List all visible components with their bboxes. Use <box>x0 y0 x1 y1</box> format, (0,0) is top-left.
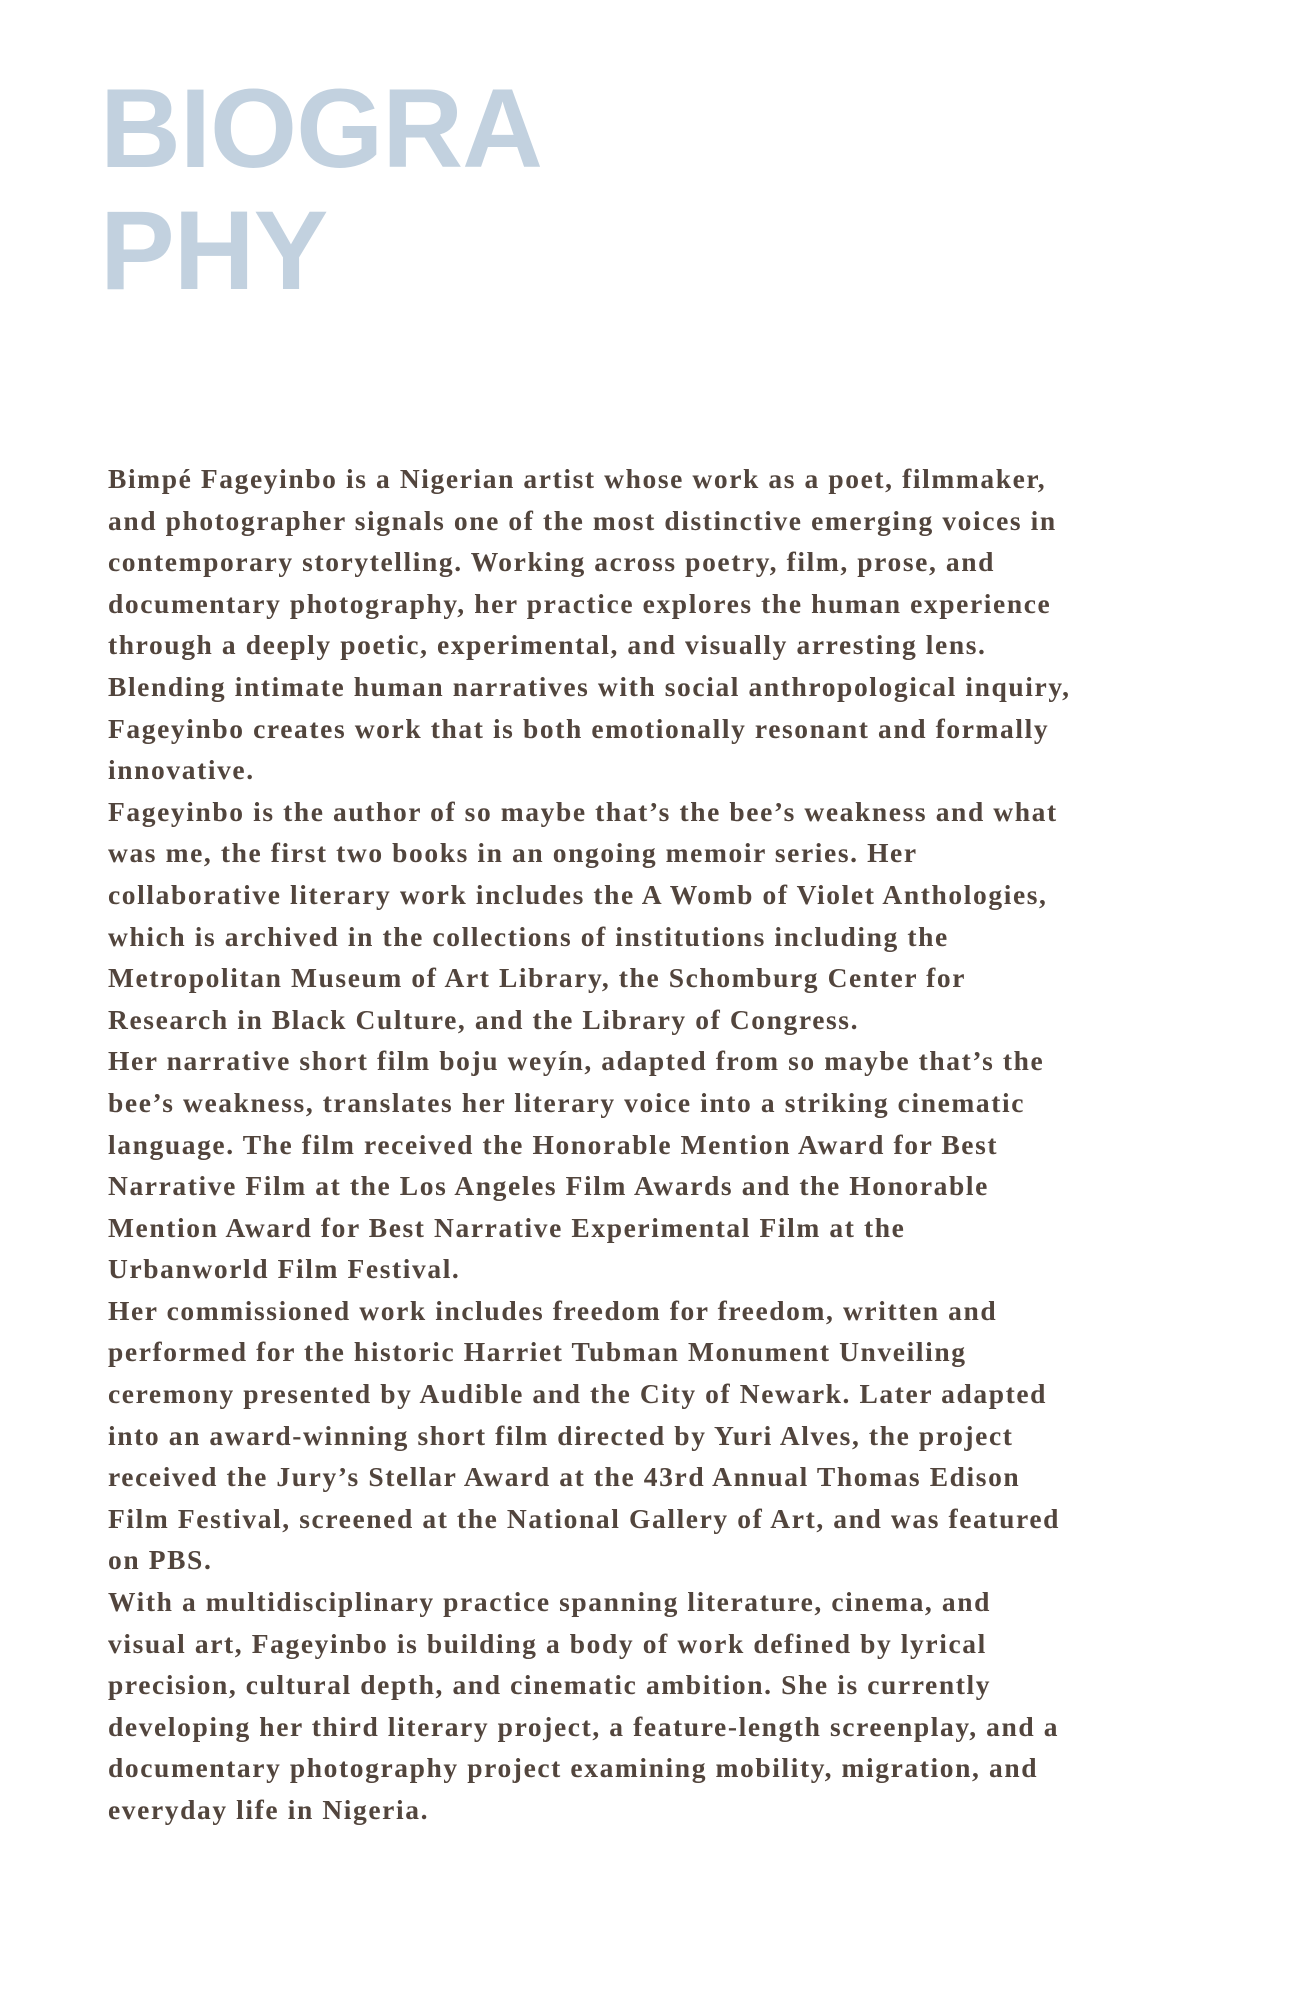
bio-paragraph-3 <box>108 1040 1188 1290</box>
bio-line: which is archived in the collections of institutions including the <box>108 920 949 952</box>
bio-line: Urbanworld Film Festival. <box>108 1253 461 1285</box>
biography-body <box>108 458 1188 1831</box>
bio-line: and photographer signals one of the most distinctive emerging voices in <box>108 504 1057 536</box>
bio-line: developing her third literary project, a feature-length screenplay, and a <box>108 1710 1060 1742</box>
bio-line: contemporary storytelling. Working across poetry, film, prose, and <box>108 546 996 578</box>
bio-line: Research in Black Culture, and the Library of Congress. <box>108 1003 860 1035</box>
bio-line: documentary photography, her practice explores the human experience <box>108 587 1052 619</box>
bio-line: Narrative Film at the Los Angeles Film Awards and the Honorable <box>108 1170 989 1202</box>
bio-line: Mention Award for Best Narrative Experimental Film at the <box>108 1211 906 1243</box>
bio-line: bee’s weakness, translates her literary voice into a striking cinematic <box>108 1086 1026 1118</box>
bio-line: Film Festival, screened at the National Gallery of Art, and was featured <box>108 1502 1061 1534</box>
bio-line: With a multidisciplinary practice spanning literature, cinema, and <box>108 1586 992 1618</box>
bio-line: Fageyinbo creates work that is both emotionally resonant and formally <box>108 712 1050 744</box>
bio-line: into an award-winning short film directed by Yuri Alves, the project <box>108 1419 1014 1451</box>
bio-line: received the Jury’s Stellar Award at the 43rd Annual Thomas Edison <box>108 1461 1021 1493</box>
bio-paragraph-5 <box>108 1581 1188 1831</box>
bio-paragraph-4 <box>108 1290 1188 1581</box>
bio-line: collaborative literary work includes the A Womb of Violet Anthologies, <box>108 878 1048 910</box>
page-title-line-2: PHY <box>100 188 328 313</box>
bio-line: Her commissioned work includes freedom for freedom, written and <box>108 1294 998 1326</box>
page-title <box>100 68 542 312</box>
bio-line: through a deeply poetic, experimental, and visually arresting lens. <box>108 629 987 661</box>
bio-line: documentary photography project examining mobility, migration, and <box>108 1752 1039 1784</box>
bio-line: Fageyinbo is the author of so maybe that’s the bee’s weakness and what <box>108 795 1058 827</box>
bio-paragraph-2 <box>108 791 1188 1041</box>
bio-paragraph-1 <box>108 458 1188 791</box>
bio-line: Metropolitan Museum of Art Library, the Schomburg Center for <box>108 962 967 994</box>
bio-line: Bimpé Fageyinbo is a Nigerian artist whose work as a poet, filmmaker, <box>108 463 1047 494</box>
bio-line: visual art, Fageyinbo is building a body of work defined by lyrical <box>108 1627 987 1659</box>
bio-line: Blending intimate human narratives with social anthropological inquiry, <box>108 670 1071 702</box>
bio-line: precision, cultural depth, and cinematic ambition. She is currently <box>108 1669 992 1701</box>
bio-line: innovative. <box>108 754 255 786</box>
bio-line: on PBS. <box>108 1544 213 1576</box>
page-title-line-1: BIOGRA <box>100 66 542 191</box>
bio-line: everyday life in Nigeria. <box>108 1794 430 1825</box>
bio-line: language. The film received the Honorable Mention Award for Best <box>108 1128 999 1160</box>
bio-line: Her narrative short film boju weyín, adapted from so maybe that’s the <box>108 1045 1045 1077</box>
bio-line: performed for the historic Harriet Tubman Monument Unveiling <box>108 1336 967 1368</box>
bio-line: was me, the first two books in an ongoing memoir series. Her <box>108 837 918 869</box>
bio-line: ceremony presented by Audible and the City of Newark. Later adapted <box>108 1378 1048 1410</box>
